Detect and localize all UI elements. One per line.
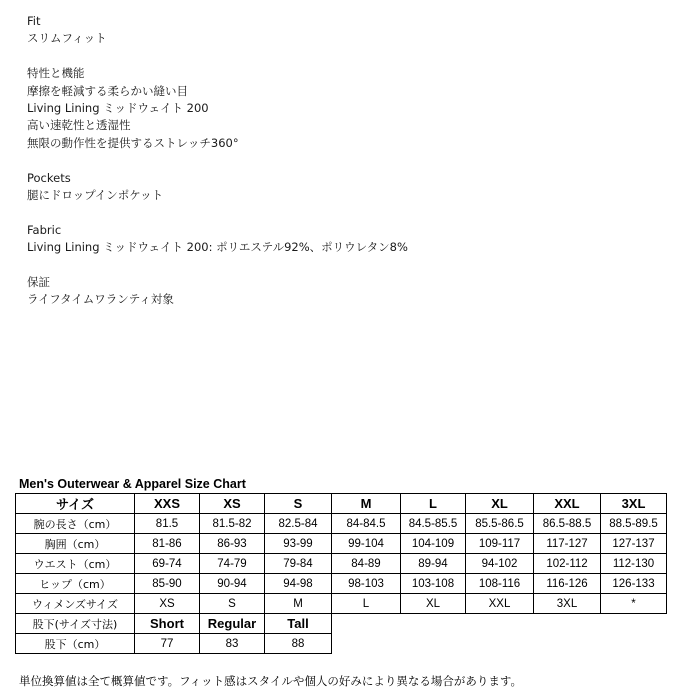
- table-cell: 98-103: [332, 574, 401, 594]
- table-cell: 90-94: [200, 574, 265, 594]
- table-cell: 117-127: [534, 534, 601, 554]
- section-line: スリムフィット: [27, 31, 107, 46]
- table-row: [16, 514, 667, 534]
- description-section: [27, 65, 667, 152]
- table-cell: 86-93: [200, 534, 265, 554]
- section-line: Living Lining ミッドウェイト 200: ポリエステル92%、ポリウレタン8%: [27, 240, 408, 255]
- size-header-cell: S: [265, 494, 332, 514]
- table-cell: 69-74: [135, 554, 200, 574]
- table-cell: 74-79: [200, 554, 265, 574]
- table-cell: 104-109: [401, 534, 466, 554]
- size-header-cell: XXS: [135, 494, 200, 514]
- section-line: ライフタイムワランティ対象: [27, 292, 174, 307]
- table-cell: 116-126: [534, 574, 601, 594]
- table-cell: 83: [200, 634, 265, 654]
- table-cell: 84.5-85.5: [401, 514, 466, 534]
- inseam-header-row: [16, 614, 667, 634]
- row-label: 胸囲（cm）: [16, 534, 135, 554]
- table-cell: 93-99: [265, 534, 332, 554]
- section-heading: 特性と機能: [27, 66, 85, 81]
- table-cell: 84-89: [332, 554, 401, 574]
- empty-cell: [332, 634, 401, 654]
- table-cell: 81-86: [135, 534, 200, 554]
- size-header-row: [16, 494, 667, 514]
- table-cell: 85.5-86.5: [466, 514, 534, 534]
- table-cell: 82.5-84: [265, 514, 332, 534]
- empty-cell: [466, 614, 534, 634]
- empty-cell: [601, 614, 667, 634]
- size-header-cell: L: [401, 494, 466, 514]
- table-row: [16, 594, 667, 614]
- section-line: 腿にドロップインポケット: [27, 188, 164, 203]
- empty-cell: [534, 614, 601, 634]
- size-header-cell: M: [332, 494, 401, 514]
- row-label: ヒップ（cm）: [16, 574, 135, 594]
- table-cell: 84-84.5: [332, 514, 401, 534]
- row-label: 股下（cm）: [16, 634, 135, 654]
- description-section: [27, 13, 667, 48]
- empty-cell: [332, 614, 401, 634]
- section-heading: Pockets: [27, 170, 71, 185]
- inseam-label: 股下(サイズ寸法): [16, 614, 135, 634]
- section-line: Living Lining ミッドウェイト 200: [27, 101, 209, 116]
- table-cell: 88.5-89.5: [601, 514, 667, 534]
- empty-cell: [534, 634, 601, 654]
- table-cell: L: [332, 594, 401, 614]
- table-cell: M: [265, 594, 332, 614]
- section-heading: Fit: [27, 14, 41, 28]
- table-cell: 86.5-88.5: [534, 514, 601, 534]
- section-line: 無限の動作性を提供するストレッチ360°: [27, 135, 239, 150]
- product-description: [27, 13, 667, 326]
- table-cell: 77: [135, 634, 200, 654]
- table-cell: XL: [401, 594, 466, 614]
- size-chart-table: [15, 493, 667, 654]
- section-heading: 保証: [27, 275, 50, 290]
- table-cell: 109-117: [466, 534, 534, 554]
- description-section: [27, 222, 667, 257]
- size-header-cell: 3XL: [601, 494, 667, 514]
- section-line: 高い速乾性と透湿性: [27, 118, 131, 133]
- table-cell: 89-94: [401, 554, 466, 574]
- table-cell: 85-90: [135, 574, 200, 594]
- empty-cell: [401, 634, 466, 654]
- table-cell: 3XL: [534, 594, 601, 614]
- empty-cell: [466, 634, 534, 654]
- table-row: [16, 574, 667, 594]
- table-cell: XS: [135, 594, 200, 614]
- conversion-footnote: 単位換算値は全て概算値です。フィット感はスタイルや個人の好みにより異なる場合があります。: [19, 674, 523, 688]
- table-cell: 103-108: [401, 574, 466, 594]
- table-cell: 81.5-82: [200, 514, 265, 534]
- table-row: [16, 534, 667, 554]
- table-cell: 126-133: [601, 574, 667, 594]
- empty-cell: [401, 614, 466, 634]
- table-row: [16, 554, 667, 574]
- table-cell: 94-98: [265, 574, 332, 594]
- table-cell: XXL: [466, 594, 534, 614]
- table-cell: 79-84: [265, 554, 332, 574]
- inseam-length-cell: Short: [135, 614, 200, 634]
- size-header-cell: XS: [200, 494, 265, 514]
- table-cell: 81.5: [135, 514, 200, 534]
- size-header-cell: XL: [466, 494, 534, 514]
- table-cell: *: [601, 594, 667, 614]
- description-section: [27, 274, 667, 309]
- inseam-length-cell: Tall: [265, 614, 332, 634]
- table-cell: 99-104: [332, 534, 401, 554]
- size-header-label: サイズ: [16, 494, 135, 514]
- table-cell: 108-116: [466, 574, 534, 594]
- row-label: ウィメンズサイズ: [16, 594, 135, 614]
- inseam-row: [16, 634, 667, 654]
- table-cell: 127-137: [601, 534, 667, 554]
- table-cell: 102-112: [534, 554, 601, 574]
- empty-cell: [601, 634, 667, 654]
- table-cell: 112-130: [601, 554, 667, 574]
- row-label: 腕の長さ（cm）: [16, 514, 135, 534]
- size-chart-title: Men's Outerwear & Apparel Size Chart: [19, 477, 246, 491]
- table-cell: 94-102: [466, 554, 534, 574]
- row-label: ウエスト（cm）: [16, 554, 135, 574]
- section-heading: Fabric: [27, 222, 62, 237]
- inseam-length-cell: Regular: [200, 614, 265, 634]
- section-line: 摩擦を軽減する柔らかい縫い目: [27, 83, 188, 98]
- size-header-cell: XXL: [534, 494, 601, 514]
- table-cell: 88: [265, 634, 332, 654]
- table-cell: S: [200, 594, 265, 614]
- description-section: [27, 170, 667, 205]
